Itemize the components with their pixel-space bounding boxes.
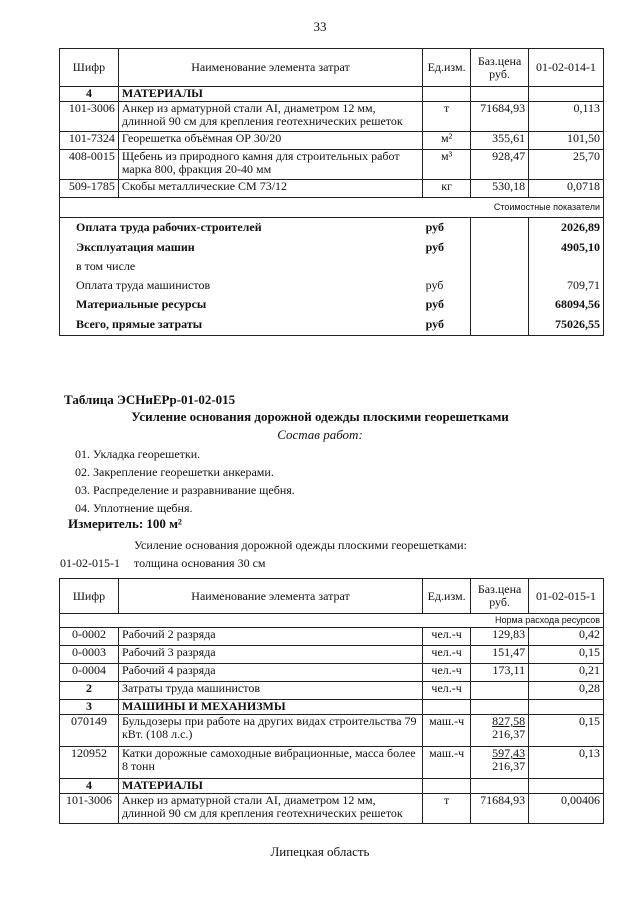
- header-code: Шифр: [60, 49, 119, 87]
- summary-unit: руб: [423, 238, 471, 257]
- header-name: Наименование элемента затрат: [118, 579, 422, 614]
- operators-price: [471, 682, 529, 700]
- summary-label: Материальные ресурсы: [60, 295, 423, 314]
- material-row-value: 0,00406: [529, 794, 604, 824]
- meter-label: Измеритель: 100 м²: [68, 516, 182, 531]
- machine-row-price: 827,58: [492, 714, 526, 728]
- table-row-value: 0,42: [529, 628, 604, 646]
- machines-number: 3: [60, 700, 119, 715]
- table-row-value: 25,70: [529, 150, 604, 180]
- summary-unit: руб: [423, 218, 471, 238]
- machine-row-unit: маш.-ч: [423, 747, 471, 779]
- machine-row-code: 070149: [60, 715, 119, 747]
- description-thickness: толщина основания 30 см: [134, 556, 266, 570]
- table-row-code: 101-7324: [60, 132, 119, 150]
- operators-name: Затраты труда машинистов: [118, 682, 422, 700]
- materials-title: МАТЕРИАЛЫ: [118, 779, 422, 794]
- table-row-unit: чел.-ч: [423, 664, 471, 682]
- section-heading: Усиление основания дорожной одежды плоскими георешетками: [131, 409, 509, 424]
- operators-unit: чел.-ч: [423, 682, 471, 700]
- summary-label: Эксплуатация машин: [60, 238, 423, 257]
- table-row-unit: чел.-ч: [423, 628, 471, 646]
- machine-row-value: 0,13: [529, 747, 604, 779]
- work-item: 04. Уплотнение щебня.: [75, 501, 193, 515]
- summary-value: 2026,89: [529, 218, 604, 238]
- table-row-price: 129,83: [471, 628, 529, 646]
- table-row-name: Анкер из арматурной стали AI, диаметром 12 мм, длинной 90 см для крепления геотехнических решеток: [118, 102, 422, 132]
- table-row-code: 408-0015: [60, 150, 119, 180]
- table-row-value: 0,21: [529, 664, 604, 682]
- machines-title: МАШИНЫ И МЕХАНИЗМЫ: [118, 700, 422, 715]
- section-title: МАТЕРИАЛЫ: [118, 87, 422, 102]
- table-row-unit: кг: [423, 180, 471, 198]
- table-row-code: 0-0004: [60, 664, 119, 682]
- machine-row-price: 597,43: [492, 746, 526, 760]
- table-row-price: 355,61: [471, 132, 529, 150]
- table-row-unit: т: [423, 102, 471, 132]
- material-row-price: 71684,93: [471, 794, 529, 824]
- table-row-value: 0,0718: [529, 180, 604, 198]
- table-row-code: 101-3006: [60, 102, 119, 132]
- table-row-value: 101,50: [529, 132, 604, 150]
- machine-row-name: Бульдозеры при работе на других видах строительства 79 кВт. (108 л.с.): [118, 715, 422, 747]
- resource-table-2: [59, 578, 604, 824]
- table-row-unit: м³: [423, 150, 471, 180]
- machine-row-operator-price: 216,37: [492, 759, 526, 773]
- resource-table-1: [59, 48, 604, 336]
- machine-row-value: 0,15: [529, 715, 604, 747]
- material-row-name: Анкер из арматурной стали AI, диаметром 12 мм, длинной 90 см для крепления геотехнических решеток: [118, 794, 422, 824]
- table-row-code: 0-0003: [60, 646, 119, 664]
- summary-unit: руб: [423, 295, 471, 314]
- header-id: 01-02-014-1: [529, 49, 604, 87]
- summary-value: 4905,10: [529, 238, 604, 257]
- table-row-code: 509-1785: [60, 180, 119, 198]
- header-price: Баз.цена руб.: [471, 49, 529, 87]
- material-row-code: 101-3006: [60, 794, 119, 824]
- summary-unit: руб: [423, 276, 471, 295]
- page-number: 33: [313, 19, 327, 34]
- machine-row-unit: маш.-ч: [423, 715, 471, 747]
- table-row-name: Щебень из природного камня для строительных работ марка 800, фракция 20-40 мм: [118, 150, 422, 180]
- summary-value: 709,71: [529, 276, 604, 295]
- cost-indicators-label: Стоимостные показатели: [60, 198, 604, 218]
- operators-code: 2: [60, 682, 119, 700]
- summary-label: в том числе: [60, 257, 423, 276]
- machine-row-name: Катки дорожные самоходные вибрационные, масса более 8 тонн: [118, 747, 422, 779]
- table-row-name: Рабочий 2 разряда: [118, 628, 422, 646]
- table-row-price: 928,47: [471, 150, 529, 180]
- table-row-code: 0-0002: [60, 628, 119, 646]
- table-row-unit: м²: [423, 132, 471, 150]
- machine-row-code: 120952: [60, 747, 119, 779]
- header-unit: Ед.изм.: [423, 49, 471, 87]
- description-code: 01-02-015-1: [60, 556, 120, 570]
- table-row-name: Рабочий 4 разряда: [118, 664, 422, 682]
- summary-label: Оплата труда машинистов: [60, 276, 423, 295]
- description-line: Усиление основания дорожной одежды плоскими георешетками:: [134, 538, 467, 552]
- header-name: Наименование элемента затрат: [118, 49, 422, 87]
- summary-label: Всего, прямые затраты: [60, 314, 423, 336]
- table-row-name: Георешетка объёмная ОР 30/20: [118, 132, 422, 150]
- machine-row-operator-price: 216,37: [492, 727, 526, 741]
- summary-value: 68094,56: [529, 295, 604, 314]
- table-row-value: 0,15: [529, 646, 604, 664]
- table-title: Таблица ЭСНиЕРр-01-02-015: [64, 392, 236, 407]
- table-row-unit: чел.-ч: [423, 646, 471, 664]
- table-row-price: 173,11: [471, 664, 529, 682]
- table-row-price: 151,47: [471, 646, 529, 664]
- section-number: 4: [60, 87, 119, 102]
- material-row-unit: т: [423, 794, 471, 824]
- table-row-name: Рабочий 3 разряда: [118, 646, 422, 664]
- summary-value: 75026,55: [529, 314, 604, 336]
- table-row-value: 0,113: [529, 102, 604, 132]
- header-unit: Ед.изм.: [423, 579, 471, 614]
- table-row-name: Скобы металлические СМ 73/12: [118, 180, 422, 198]
- work-item: 02. Закрепление георешетки анкерами.: [75, 465, 274, 479]
- work-item: 03. Распределение и разравнивание щебня.: [75, 483, 295, 497]
- footer-region: Липецкая область: [270, 844, 370, 859]
- table-row-price: 71684,93: [471, 102, 529, 132]
- summary-unit: руб: [423, 314, 471, 336]
- work-item: 01. Укладка георешетки.: [75, 447, 201, 461]
- materials-number: 4: [60, 779, 119, 794]
- header-code: Шифр: [60, 579, 119, 614]
- header-price: Баз.цена руб.: [471, 579, 529, 614]
- table-row-price: 530,18: [471, 180, 529, 198]
- operators-value: 0,28: [529, 682, 604, 700]
- header-id: 01-02-015-1: [529, 579, 604, 614]
- norm-label: Норма расхода ресурсов: [60, 614, 604, 628]
- works-heading: Состав работ:: [277, 427, 363, 442]
- summary-label: Оплата труда рабочих-строителей: [60, 218, 423, 238]
